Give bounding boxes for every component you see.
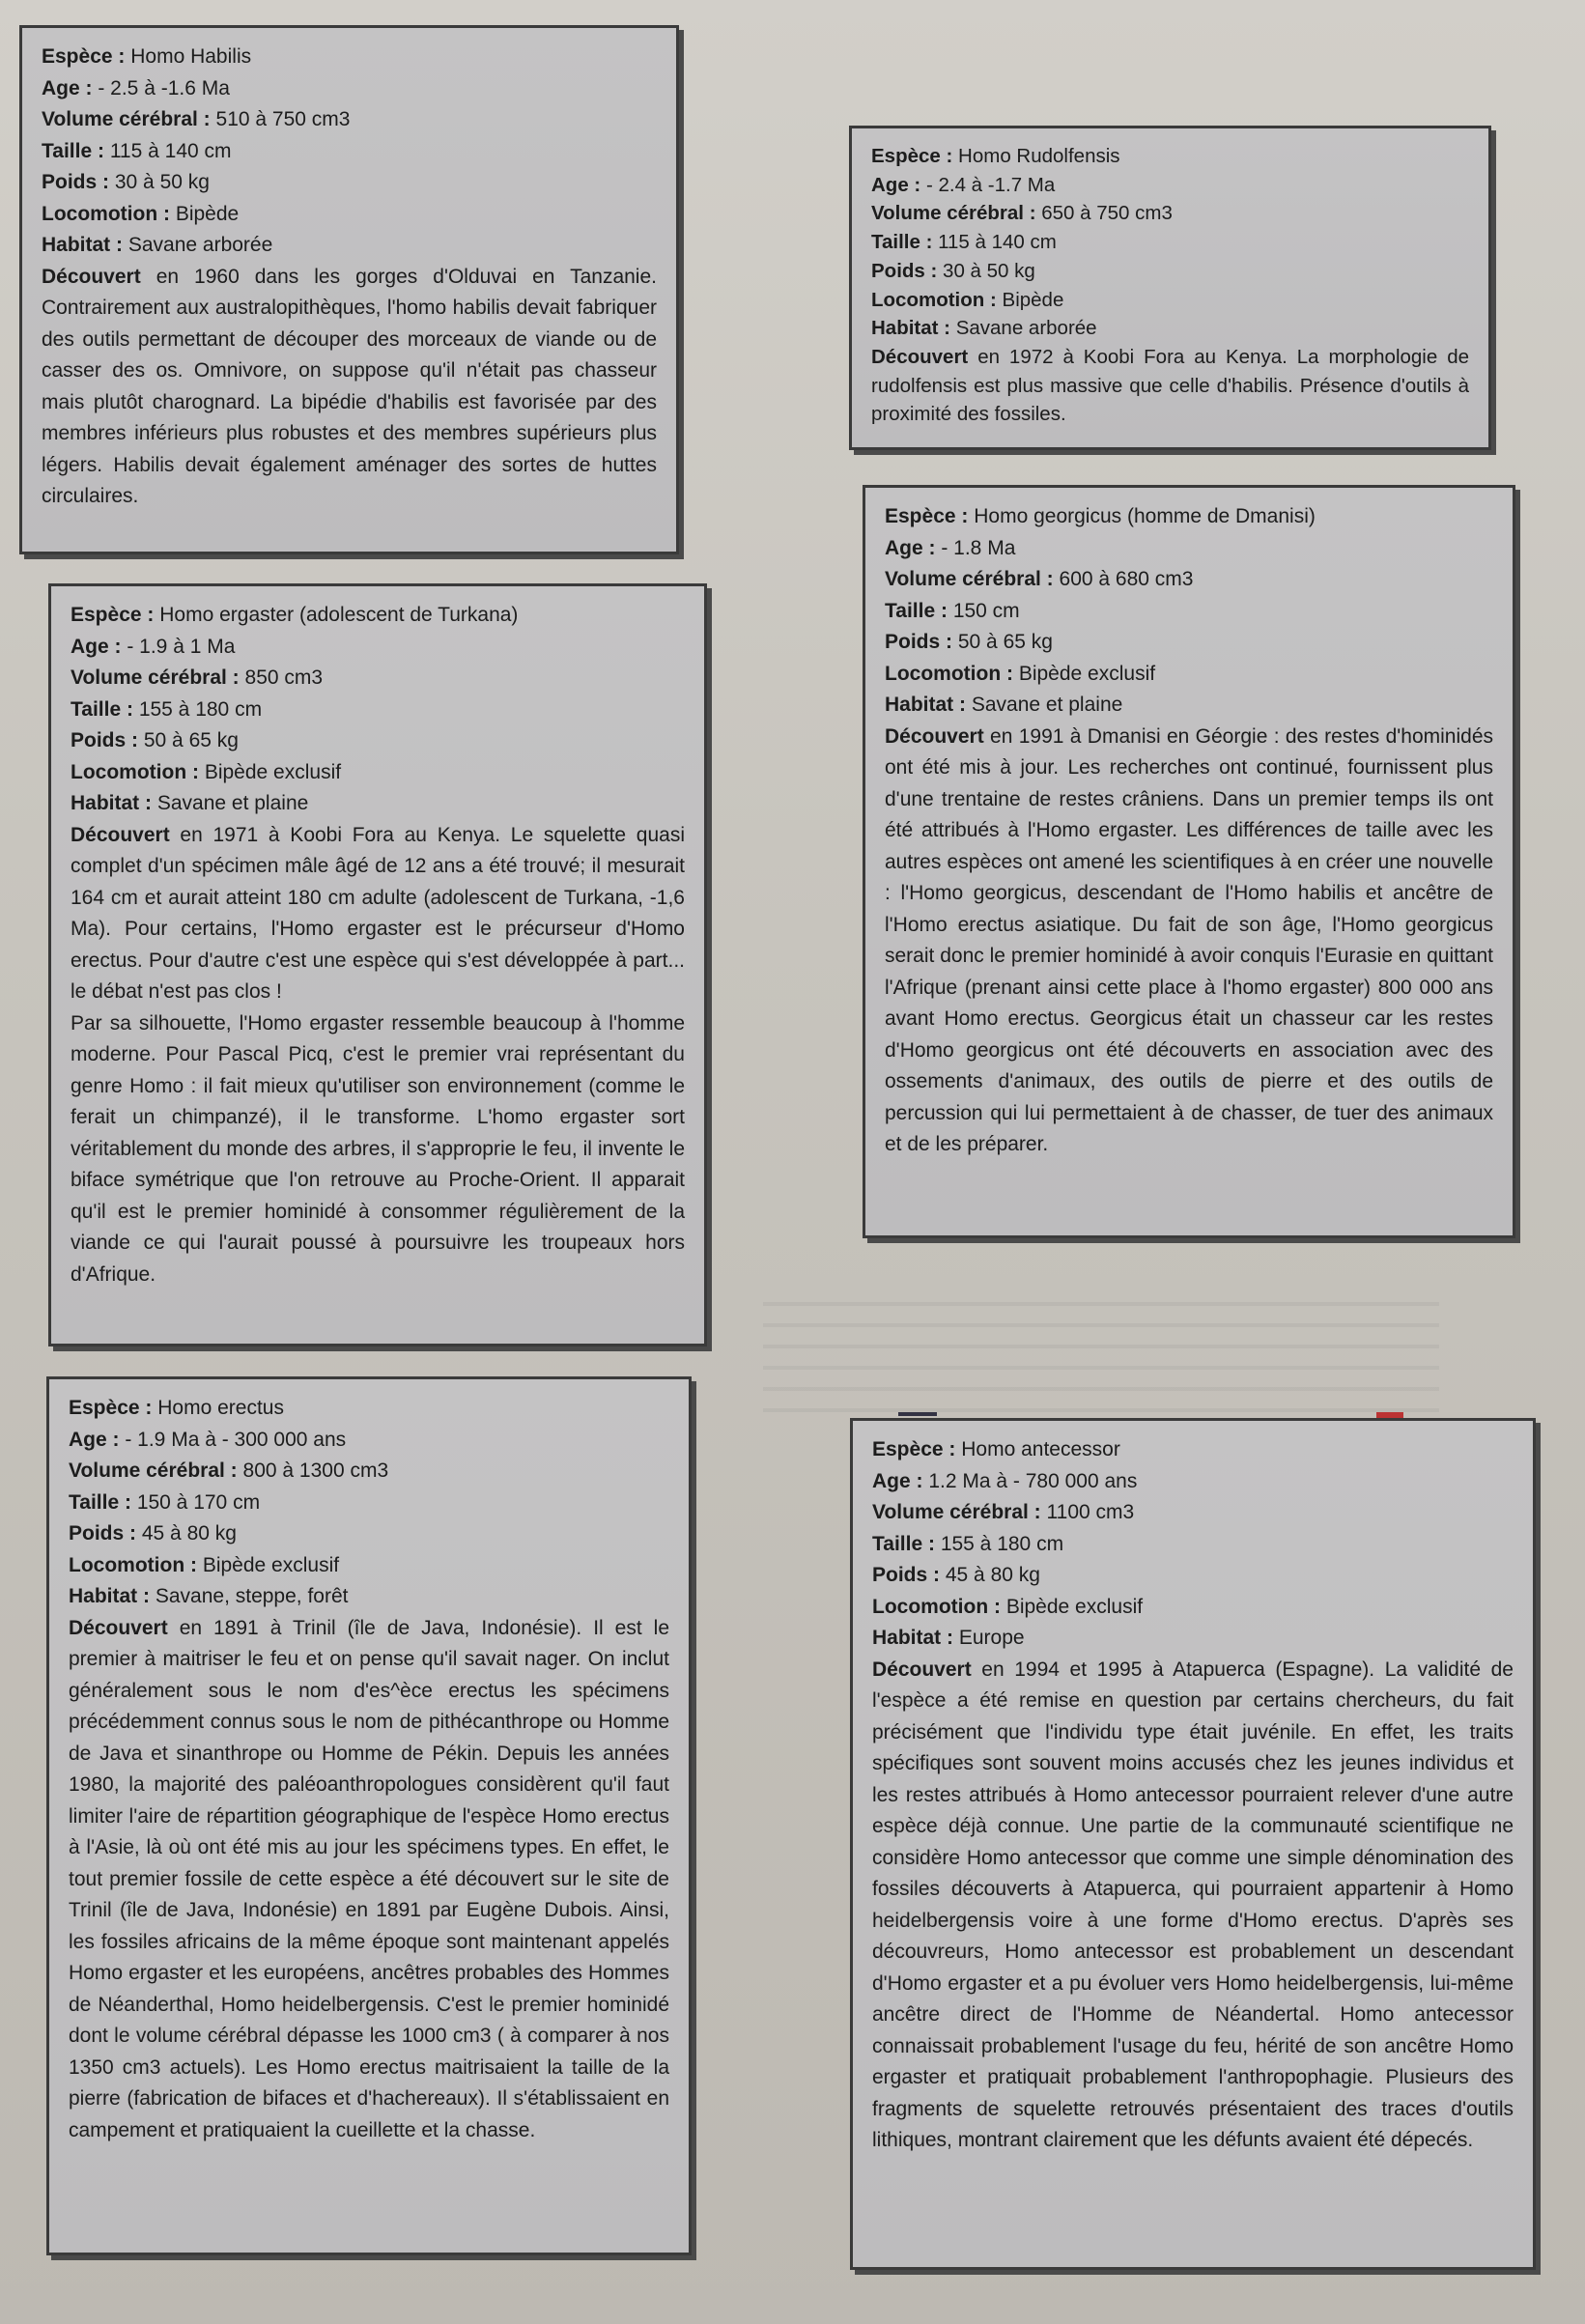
age-value: - 1.9 Ma à - 300 000 ans [125,1428,347,1451]
age-label: Age : [872,1469,923,1492]
volume-row [69,1456,669,1488]
espece-label: Espèce : [872,1438,956,1460]
volume-row [885,564,1493,596]
age-row [885,533,1493,565]
habitat-label: Habitat : [42,234,123,256]
decouvert-label: Découvert [69,1616,168,1639]
card-homo-antecessor [850,1418,1536,2270]
locomotion-value: Bipède [1002,288,1064,311]
espece-row [69,1393,669,1425]
locomotion-value: Bipède exclusif [202,1553,340,1576]
poids-label: Poids : [872,1564,941,1586]
poids-label: Poids : [42,171,110,193]
decouvert-label: Découvert [71,823,170,846]
poids-row [871,257,1469,286]
habitat-value: Savane arborée [955,317,1097,340]
faint-bleed-through-text [763,1285,1439,1420]
age-value: - 1.9 à 1 Ma [127,635,236,658]
poids-label: Poids : [69,1522,137,1545]
espece-value: Homo Habilis [130,45,252,68]
locomotion-label: Locomotion : [885,662,1013,685]
locomotion-value: Bipède [175,202,240,225]
espece-value: Homo Rudolfensis [958,145,1120,167]
age-value: - 1.8 Ma [941,536,1016,559]
taille-label: Taille : [872,1532,935,1555]
taille-label: Taille : [71,697,133,721]
age-value: 1.2 Ma à - 780 000 ans [928,1469,1138,1492]
poids-row [872,1560,1514,1592]
locomotion-value: Bipède exclusif [1005,1595,1144,1618]
locomotion-label: Locomotion : [872,1595,1001,1618]
volume-value: 650 à 750 cm3 [1041,202,1173,225]
poids-label: Poids : [885,631,953,653]
taille-value: 155 à 180 cm [940,1532,1064,1555]
espece-value: Homo erectus [157,1397,284,1419]
locomotion-row [872,1592,1514,1624]
poids-value: 50 à 65 kg [143,729,239,751]
locomotion-value: Bipède exclusif [1018,662,1156,685]
volume-label: Volume cérébral : [71,666,240,689]
espece-label: Espèce : [871,145,953,167]
decouvert-paragraph [872,1655,1514,2157]
age-row [872,1466,1514,1498]
taille-row [871,228,1469,257]
taille-value: 115 à 140 cm [938,231,1057,254]
locomotion-label: Locomotion : [69,1553,197,1576]
habitat-label: Habitat : [872,1627,953,1649]
habitat-row [871,314,1469,343]
habitat-row [42,230,657,262]
locomotion-label: Locomotion : [71,760,199,783]
locomotion-row [871,286,1469,315]
volume-value: 800 à 1300 cm3 [242,1460,389,1482]
card-homo-georgicus [863,485,1515,1238]
taille-row [42,136,657,168]
habitat-row [69,1581,669,1613]
age-row [69,1425,669,1457]
taille-label: Taille : [885,599,948,622]
espece-label: Espèce : [42,45,126,68]
card-homo-ergaster [48,583,707,1346]
decouvert-paragraph [71,820,685,1008]
blue-mark [898,1412,937,1416]
decouvert-label: Découvert [871,346,969,369]
poids-label: Poids : [71,729,139,751]
decouvert-label: Découvert [42,265,141,288]
habitat-label: Habitat : [885,694,966,716]
locomotion-label: Locomotion : [42,202,170,225]
card-homo-habilis [19,25,679,554]
decouvert-paragraph [69,1613,669,2147]
volume-value: 850 cm3 [244,666,324,689]
decouvert-label: Découvert [885,724,984,748]
habitat-value: Savane, steppe, forêt [155,1585,349,1607]
decouvert-text: en 1891 à Trinil (île de Java, Indonésie). Il est le premier à maitriser le feu et on pense qu'il savait nager. On inclut généralement sous le nom d'es^èce erectus les spécimens précédemment connus sous le nom de pithécanthrope ou Homme de Java et sinanthrope ou Homme de Pékin. Depuis les années 1980, la majorité des paléoanthropologues considèrent qu'il faut limiter l'aire de répartition géographique de l'espèce Homo erectus à l'Asie, là où ont été mis au jour les spécimens types. En effet, le tout premier fossile de cette espèce a été découvert sur le site de Trinil (île de Java, Indonésie) en 1891 par Eugène Dubois. Ainsi, les fossiles africains de la même époque sont maintenant appelés Homo ergaster et les européens, ancêtres probables des Hommes de Néanderthal, Homo heidelbergensis. C'est le premier hominidé dont le volume cérébral dépasse les 1000 cm3 ( à comparer à nos 1350 cm3 actuels). Les Homo erectus maitrisaient la taille de la pierre (fabrication de bifaces et d'hachereaux). Il s'établissaient en campement et pratiquaient la cueillette et la chasse. [69,1616,670,2141]
age-label: Age : [42,76,93,99]
espece-row [71,600,685,632]
decouvert-text: en 1991 à Dmanisi en Géorgie : des restes d'hominidés ont été mis à jour. Les recherches ont continué, fournissent plus d'une trentaine de restes crâniens. Dans un premier temps ils ont été attribués à l'Homo ergaster. Les différences de taille avec les autres espèces ont amené les scientifiques à en créer une nouvelle : l'Homo georgicus, descendant de l'Homo habilis et ancêtre de l'Homo erectus asiatique. Du fait de son âge, l'Homo georgicus serait donc le premier hominidé à avoir conquis l'Eurasie en quittant l'Afrique (prenant ainsi cette place à l'homo ergaster) 800 000 ans avant Homo erectus. Georgicus était un chasseur car les restes d'Homo georgicus ont été découverts en association avec des ossements d'animaux, des outils de pierre et des outils de percussion qui lui permettaient à de chasser, de tuer des animaux et de les préparer. [885,724,1494,1155]
decouvert-paragraph [871,343,1469,429]
espece-label: Espèce : [71,604,155,626]
poids-row [69,1518,669,1550]
age-label: Age : [871,173,921,196]
taille-label: Taille : [42,139,104,162]
habitat-label: Habitat : [71,792,152,814]
age-row [871,171,1469,200]
age-label: Age : [71,635,122,658]
taille-row [71,694,685,726]
decouvert-text: en 1971 à Koobi Fora au Kenya. Le squelette quasi complet d'un spécimen mâle âgé de 12 ans a été trouvé; il mesurait 164 cm et aurait atteint 180 cm adulte (adolescent de Turkana, -1,6 Ma). Pour certains, l'Homo ergaster est le précurseur d'Homo erectus. Pour d'autre c'est une espèce qui s'est développée à part... le débat n'est pas clos ! [71,823,685,1003]
locomotion-value: Bipède exclusif [204,760,342,783]
poids-label: Poids : [871,259,938,282]
taille-label: Taille : [871,231,933,254]
espece-label: Espèce : [885,505,969,527]
volume-row [42,104,657,136]
espece-value: Homo georgicus (homme de Dmanisi) [974,505,1316,527]
locomotion-row [42,199,657,231]
poids-row [42,167,657,199]
espece-row [871,142,1469,171]
taille-row [872,1529,1514,1561]
locomotion-row [69,1550,669,1582]
decouvert-paragraph [42,262,657,513]
poids-value: 50 à 65 kg [957,631,1053,653]
taille-label: Taille : [69,1490,131,1514]
habitat-value: Savane et plaine [971,694,1123,716]
decouvert-paragraph [885,722,1493,1161]
taille-value: 115 à 140 cm [109,139,232,162]
espece-value: Homo antecessor [961,1438,1120,1460]
taille-value: 155 à 180 cm [138,697,263,721]
card-homo-rudolfensis [849,126,1491,450]
extra-paragraph: Par sa silhouette, l'Homo ergaster ressemble beaucoup à l'homme moderne. Pour Pascal Picq, c'est le premier vrai représentant du genre Homo : il fait mieux qu'utiliser son environnement (comme le ferait un chimpanzé), il le transforme. L'homo ergaster sort véritablement du monde des arbres, il s'approprie le feu, il invente le biface symétrique que l'on retrouve au Proche-Orient. Il apparait qu'il est le premier hominidé à consommer régulièrement de la viande ce qui l'aurait poussé à poursuivre les troupeaux hors d'Afrique. [71,1011,685,1286]
espece-row [872,1434,1514,1466]
volume-label: Volume cérébral : [69,1460,238,1482]
taille-value: 150 à 170 cm [136,1490,261,1514]
poids-row [71,725,685,757]
volume-row [71,663,685,694]
espece-row [885,501,1493,533]
espece-row [42,42,657,73]
espece-value: Homo ergaster (adolescent de Turkana) [159,604,519,626]
volume-label: Volume cérébral : [42,108,211,130]
volume-value: 600 à 680 cm3 [1059,568,1194,590]
age-value: - 2.4 à -1.7 Ma [925,173,1056,196]
locomotion-row [885,659,1493,691]
taille-value: 150 cm [952,599,1020,622]
age-row [42,73,657,105]
habitat-label: Habitat : [871,317,950,340]
locomotion-label: Locomotion : [871,288,997,311]
volume-label: Volume cérébral : [871,202,1036,225]
locomotion-row [71,757,685,789]
poids-value: 30 à 50 kg [114,171,210,193]
taille-row [69,1488,669,1519]
espece-label: Espèce : [69,1397,153,1419]
decouvert-text: en 1994 et 1995 à Atapuerca (Espagne). La validité de l'espèce a été remise en question par certains chercheurs, du fait précisément que l'individu type était juvénile. En effet, les traits spécifiques sont souvent moins accusés chez les jeunes individus et les restes attribués à Homo antecessor pourraient relever d'une autre espèce déjà connue. Une partie de la communauté scientifique ne considère Homo antecessor que comme une simple dénomination des fossiles découverts à Atapuerca, qui pourraient appartenir à Homo heidelbergensis voire à une forme d'Homo erectus. D'après ses découvreurs, Homo antecessor est probablement un descendant d'Homo ergaster et a pu évoluer vers Homo heidelbergensis, lui-même ancêtre direct de l'Homme de Néandertal. Homo antecessor connaissait probablement l'usage du feu, hérité de son ancêtre Homo ergaster et pratiquait probablement l'anthropophagie. Plusieurs des fragments de squelette retrouvés présentaient des traces d'outils lithiques, montrant clairement que les défunts avaient été dépecés. [872,1658,1514,2151]
habitat-value: Europe [958,1627,1025,1649]
volume-label: Volume cérébral : [872,1501,1041,1523]
age-label: Age : [885,536,936,559]
habitat-row [885,690,1493,722]
card-homo-erectus [46,1376,692,2255]
volume-label: Volume cérébral : [885,568,1054,590]
age-row [71,632,685,664]
poids-value: 30 à 50 kg [943,259,1035,282]
habitat-row [71,788,685,820]
poids-value: 45 à 80 kg [945,1564,1040,1586]
decouvert-text: en 1972 à Koobi Fora au Kenya. La morphologie de rudolfensis est plus massive que celle d'habilis. Présence d'outils à proximité des fossiles. [871,346,1469,426]
volume-value: 510 à 750 cm3 [215,108,351,130]
habitat-value: Savane arborée [127,234,273,256]
volume-row [871,199,1469,228]
poids-value: 45 à 80 kg [141,1522,237,1545]
poids-row [885,627,1493,659]
habitat-value: Savane et plaine [156,792,309,814]
habitat-row [872,1623,1514,1655]
volume-row [872,1497,1514,1529]
decouvert-label: Découvert [872,1658,972,1681]
habitat-label: Habitat : [69,1585,150,1607]
taille-row [885,596,1493,628]
age-label: Age : [69,1428,120,1451]
decouvert-text: en 1960 dans les gorges d'Olduvai en Tanzanie. Contrairement aux australopithèques, l'homo habilis devait fabriquer des outils permettant de découper des morceaux de viande ou de casser des os. Omnivore, on suppose qu'il n'était pas chasseur mais plutôt charognard. La bipédie d'habilis est favorisée par des membres inférieurs plus robustes et des membres supérieurs plus légers. Habilis devait également aménager des sortes de huttes circulaires. [42,265,657,507]
age-value: - 2.5 à -1.6 Ma [98,76,230,99]
volume-value: 1100 cm3 [1046,1501,1135,1523]
